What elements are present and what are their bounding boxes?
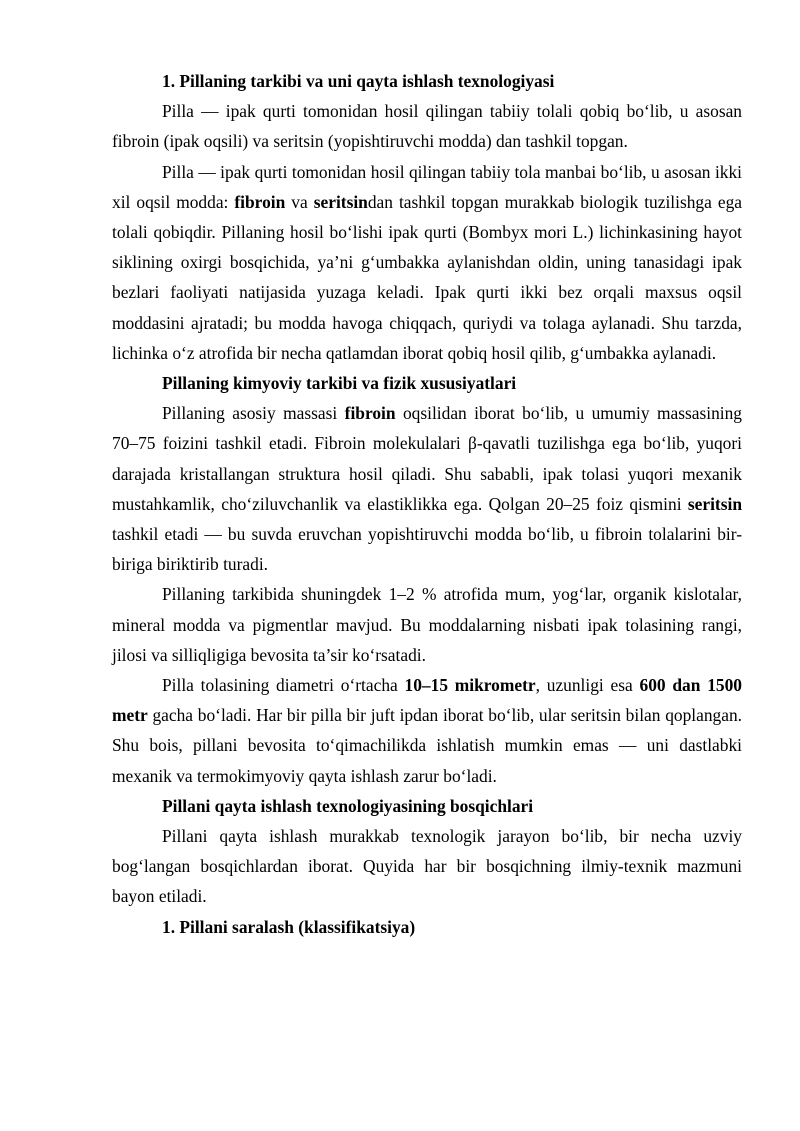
subheading-chemistry: Pillaning kimyoviy tarkibi va fizik xususiyatlari [162,373,517,394]
paragraph-structure [112,157,742,368]
bold-diameter: 10–15 mikrometr [404,675,536,696]
text-run: Pilla tolasining diametri o‘rtacha [162,675,405,696]
text-run: dan tashkil topgan murakkab biologik tuzilishga ega tolali qobiqdir. Pillaning hosil bo‘lishi ipak qurti (Bombyx mori L.) lichinkasining hayot siklining oxirgi bosqichida, ya’ni g‘umbakka aylanishdan oldin, uning tanasidagi ipak bezlari faoliyati natijasida yuzaga keladi. Ipak qurti ikki bez orqali maxsus oqsil moddasini ajratadi; bu modda havoga chiqqach, quriydi va tolaga aylanadi. Shu tarzda, lichinka o‘z atrofida bir necha qatlamdan iborat qobiq hosil qilib, g‘umbakka aylanadi. [112,191,742,363]
paragraph-fiber-dimensions [112,670,742,791]
text-run: , uzunligi esa [535,675,640,696]
text-run: gacha bo‘ladi. Har bir pilla bir juft ipdan iborat bo‘lib, ular seritsin bilan qoplangan. Shu bois, pillani bevosita to‘qimachilikda ishlatish mumkin emas — uni dastlabki mexanik va termokimyoviy qayta ishlash zarur bo‘ladi. [112,705,742,786]
bold-term-seritsin: seritsin [313,191,368,212]
subheading-sorting: 1. Pillani saralash (klassifikatsiya) [162,916,416,937]
text-run: Pillaning asosiy massasi [162,403,345,424]
document-page [112,66,742,942]
bold-term-fibroin: fibroin [344,403,396,424]
bold-length: 600 dan 1500 metr [112,675,742,726]
text-run: oqsilidan iborat bo‘lib, u umumiy massasining 70–75 foizini tashkil etadi. Fibroin molekulalari β-qavatli tuzilishga ega bo‘lib, yuqori darajada kristallangan struktura hosil qiladi. Shu sababli, ipak tolasi yuqori mexanik mustahkamlik, cho‘ziluvchanlik va elastiklikka ega. Qolgan 20–25 foiz qismini [112,403,742,514]
paragraph-definition: Pilla — ipak qurti tomonidan hosil qilingan tabiiy tolali qobiq bo‘lib, u asosan fibroin (ipak oqsili) va seritsin (yopishtiruvchi modda) dan tashkil topgan. [112,101,742,152]
bold-term-seritsin: seritsin [687,493,742,514]
bold-term-fibroin: fibroin [234,191,286,212]
paragraph-additives: Pillaning tarkibida shuningdek 1–2 % atrofida mum, yog‘lar, organik kislotalar, mineral modda va pigmentlar mavjud. Bu moddalarning nisbati ipak tolasining rangi, jilosi va silliqligiga bevosita ta’sir ko‘rsatadi. [112,584,742,665]
text-run: va [285,191,314,212]
paragraph-composition [112,398,742,579]
text-run: tashkil etadi — bu suvda eruvchan yopishtiruvchi modda bo‘lib, u fibroin tolalarini bir-biriga biriktirib turadi. [112,524,742,575]
paragraph-processing-intro: Pillani qayta ishlash murakkab texnologik jarayon bo‘lib, bir necha uzviy bog‘langan bosqichlardan iborat. Quyida har bir bosqichning ilmiy-texnik mazmuni bayon etiladi. [112,826,742,907]
section-heading-main: 1. Pillaning tarkibi va uni qayta ishlash texnologiyasi [162,71,555,91]
text-run: Pilla — ipak qurti tomonidan hosil qilingan tabiiy tola manbai bo‘lib, u asosan ikki xil oqsil modda: [112,161,742,212]
subheading-processing-stages: Pillani qayta ishlash texnologiyasining bosqichlari [162,795,534,816]
